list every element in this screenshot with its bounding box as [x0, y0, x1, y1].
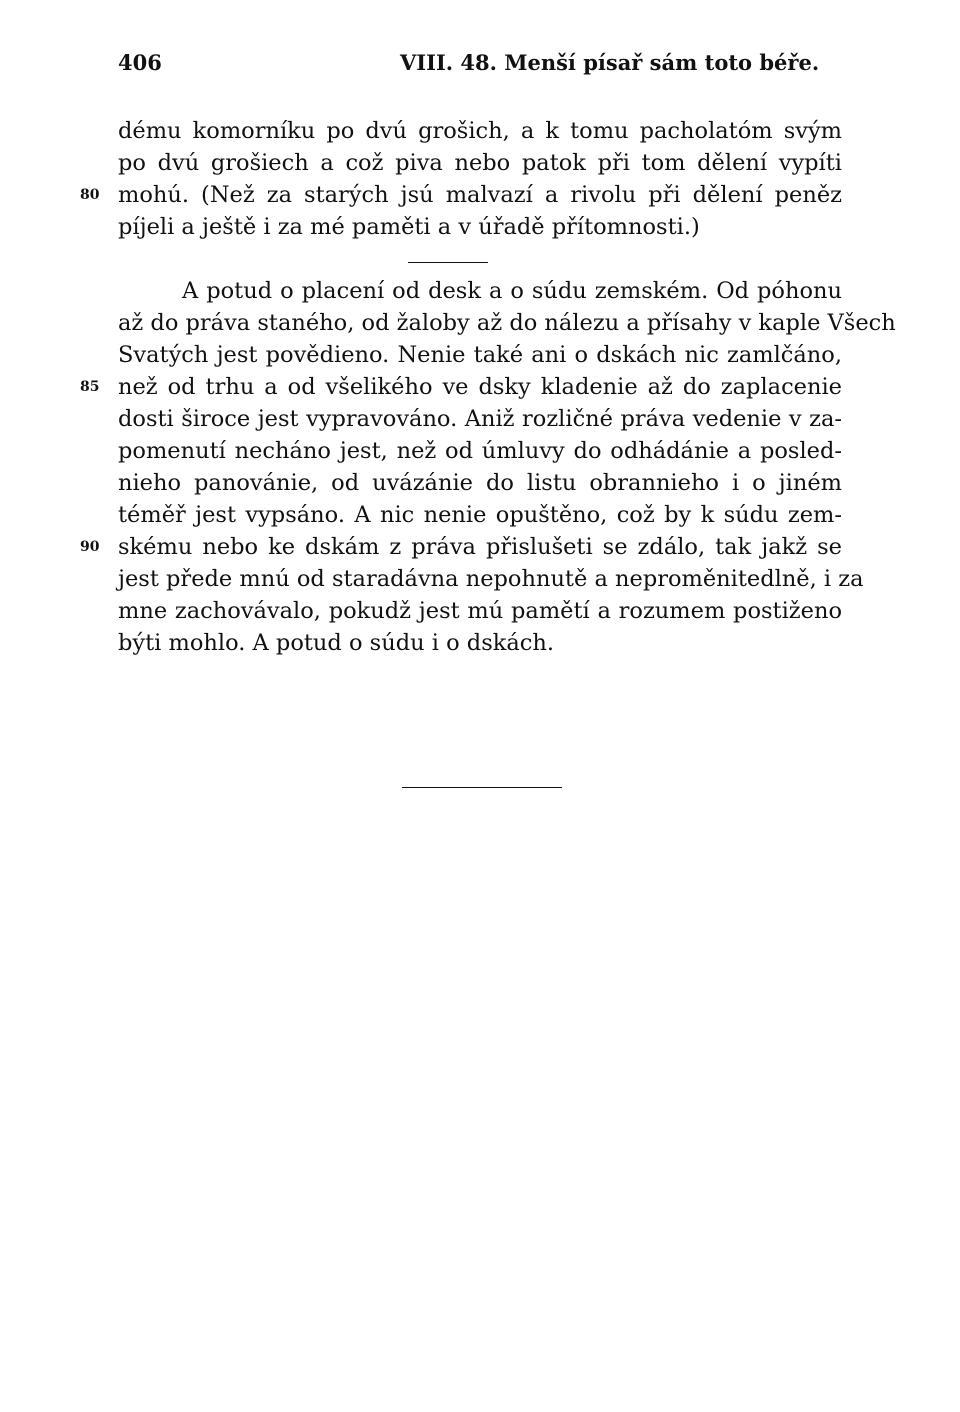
text-line: dosti široce jest vypravováno. Aniž rozličné práva vedenie v za- [118, 406, 842, 432]
running-head: VIII. 48. Menší písař sám toto béře. [400, 50, 820, 75]
text-line: A potud o placení od desk a o súdu zemském. Od póhonu [182, 278, 842, 304]
text-line: píjeli a ještě i za mé paměti a v úřadě přítomnosti.) [118, 214, 700, 240]
text-line: mne zachovávalo, pokudž jest mú pamětí a rozumem postiženo [118, 598, 842, 624]
text-line: jest přede mnú od staradávna nepohnutě a neproměnitedlně, i za [118, 566, 864, 592]
text-line: Svatých jest povědieno. Nenie také ani o dskách nic zamlčáno, [118, 342, 842, 368]
line-number: 85 [80, 379, 100, 395]
end-rule [402, 787, 562, 788]
section-divider [408, 262, 488, 263]
text-line: téměř jest vypsáno. A nic nenie opuštěno, což by k súdu zem- [118, 502, 842, 528]
page-header [118, 50, 842, 80]
text-line: býti mohlo. A potud o súdu i o dskách. [118, 630, 555, 656]
text-line: pomenutí necháno jest, než od úmluvy do odhádánie a posled- [118, 438, 842, 464]
page-number: 406 [118, 50, 162, 75]
text-line: než od trhu a od všelikého ve dsky kladenie až do zaplacenie [118, 374, 842, 400]
line-number: 90 [80, 539, 100, 555]
text-line: dému komorníku po dvú grošich, a k tomu pacholatóm svým [118, 118, 842, 144]
text-line: nieho panovánie, od uvázánie do listu obrannieho i o jiném [118, 470, 842, 496]
text-line: po dvú grošiech a což piva nebo patok při tom dělení vypíti [118, 150, 842, 176]
text-line: skému nebo ke dskám z práva přislušeti se zdálo, tak jakž se [118, 534, 842, 560]
text-line: mohú. (Než za starých jsú malvazí a rivolu při dělení peněz [118, 182, 842, 208]
line-number: 80 [80, 187, 100, 203]
text-line: až do práva staného, od žaloby až do nálezu a přísahy v kaple Všech [118, 310, 896, 336]
